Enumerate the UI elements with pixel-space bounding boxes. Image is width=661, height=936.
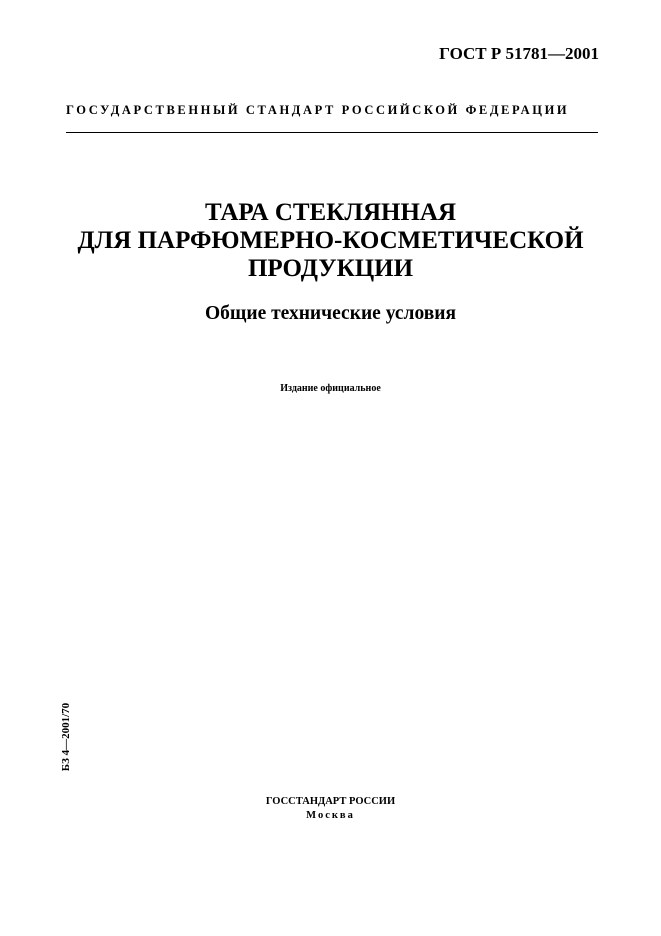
publisher-name: ГОССТАНДАРТ РОССИИ	[265, 796, 396, 807]
document-subtitle: Общие технические условия	[204, 303, 457, 324]
document-code: ГОСТ Р 51781—2001	[439, 44, 599, 63]
edition-note: Издание официальное	[280, 383, 381, 394]
side-catalog-code: БЗ 4—2001/70	[60, 702, 72, 772]
document-title	[0, 199, 661, 283]
title-line-2: ДЛЯ ПАРФЮМЕРНО-КОСМЕТИЧЕСКОЙ	[77, 227, 584, 254]
title-line-1: ТАРА СТЕКЛЯННАЯ	[204, 199, 457, 226]
state-standard-heading: ГОСУДАРСТВЕННЫЙ СТАНДАРТ РОССИЙСКОЙ ФЕДЕРАЦИИ	[66, 103, 570, 117]
publisher-city: Москва	[306, 810, 355, 821]
header-divider	[66, 132, 598, 133]
title-line-3: ПРОДУКЦИИ	[247, 255, 414, 282]
